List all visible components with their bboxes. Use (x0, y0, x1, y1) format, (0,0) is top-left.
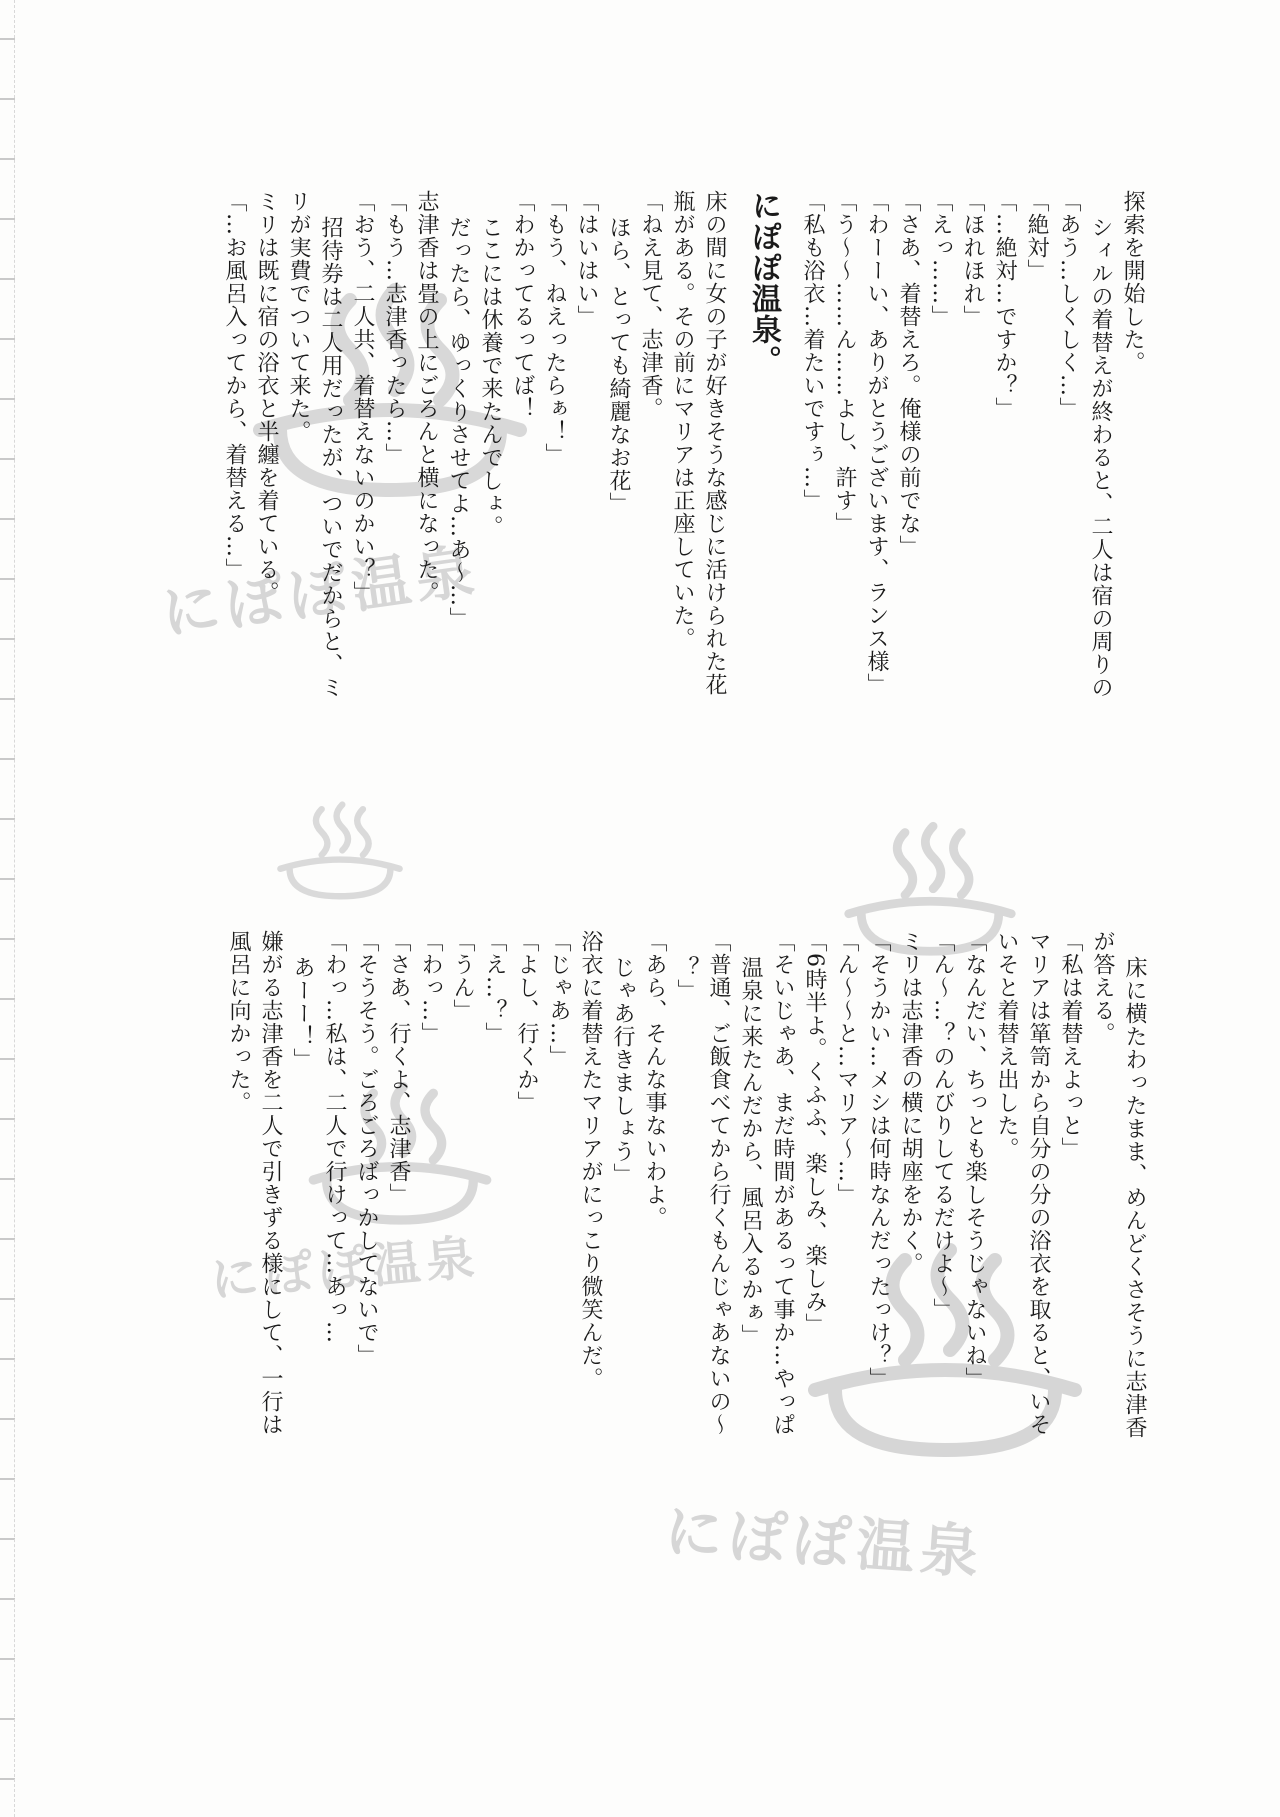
text-line: 「わーーい、ありがとうございます、ランス様」 (864, 190, 889, 696)
section-heading: にぽぽ温泉。 (746, 190, 781, 376)
text-line: 「もう、ねえったらぁ！」 (542, 190, 567, 466)
text-line: だったら、ゆっくりさせてよ…あ～…」 (446, 216, 471, 631)
text-line: 床の間に女の子が好きそうな感じに活けられた花 (702, 190, 727, 696)
text-line: 「ほれほれ」 (960, 190, 985, 328)
text-line: 「じゃあ…」 (546, 930, 571, 1068)
text-line: 「え…？」 (482, 930, 507, 1045)
text-line: 「さあ、行くよ、志津香」 (386, 930, 411, 1206)
text-line: 「はいはい」 (574, 190, 599, 328)
text-line: 探索を開始した。 (1120, 190, 1145, 374)
text-line: 「さあ、着替えろ。俺様の前でな」 (896, 190, 921, 558)
text-line: 風呂に向かった。 (226, 930, 251, 1114)
text-line: 「そうそう。ごろごろばっかしてないで」 (354, 930, 379, 1367)
text-line: ほら、とっても綺麗なお花」 (606, 216, 631, 516)
text-line: 「…絶対…ですか？」 (992, 190, 1017, 420)
text-line: ？」 (674, 956, 699, 1003)
text-line: 志津香は畳の上にごろんと横になった。 (414, 190, 439, 604)
text-line: 「わかってるってば！ (510, 190, 535, 420)
text-line: 「そうかい…メシは何時なんだったっけ？」 (866, 930, 891, 1390)
bottom-text-block (222, 930, 1150, 1510)
text-line: 「わっ…私は、二人で行けって…あっ… (322, 930, 347, 1344)
text-line: あーー！」 (290, 956, 315, 1072)
text-line: 瓶がある。その前にマリアは正座していた。 (670, 190, 695, 650)
text-line: 「6時半よ。くふふ、楽しみ、楽しみ」 (802, 930, 827, 1336)
binding-holes (0, 0, 15, 1817)
text-line: 「…お風呂入ってから、着替える…」 (222, 190, 247, 581)
watermark-text: にぽぽ温泉 (662, 1496, 987, 1588)
text-line: リが実費でついて来た。 (286, 190, 311, 443)
watermark-onsen-icon (255, 800, 425, 910)
text-line: 「ん～…？のんびりしてるだけよ～」 (930, 930, 955, 1321)
text-line: 「おう、二人共、着替えないのかい？」 (350, 190, 375, 604)
watermark-text: にぽぽ温泉 (208, 1229, 483, 1309)
text-line: ここには休養で来たんでしょ。 (478, 216, 503, 539)
text-line: ミリは志津香の横に胡座をかく。 (898, 930, 923, 1275)
text-line: 「ねえ見て、志津香。 (638, 190, 663, 420)
top-text-block (218, 190, 1148, 810)
text-line: が答える。 (1090, 930, 1115, 1045)
text-line: 温泉に来たんだから、風呂入るかぁ」 (738, 956, 763, 1348)
text-line: ミリは既に宿の浴衣と半纏を着ている。 (254, 190, 279, 604)
text-line: 「あう…しくしく…」 (1056, 190, 1081, 420)
text-line: 「う～～……ん……よし、許す」 (832, 190, 857, 535)
text-line: マリアは箪笥から自分の分の浴衣を取ると、いそ (1026, 930, 1051, 1436)
text-line: 「もう…志津香ったら…」 (382, 190, 407, 466)
text-line: 「よし、行くか」 (514, 930, 539, 1114)
watermark-text: にぽぽ温泉 (157, 536, 484, 648)
text-line: 招待券は二人用だったが、ついでだからと、ミ (318, 216, 343, 700)
text-line: 「私は着替えよっと」 (1058, 930, 1083, 1160)
text-line: シィルの着替えが終わると、二人は宿の周りの (1088, 216, 1113, 700)
text-line: 「絶対」 (1024, 190, 1049, 282)
text-line: 浴衣に着替えたマリアがにっこり微笑んだ。 (578, 930, 603, 1390)
text-line: 「普通、ご飯食べてから行くもんじゃあないの～ (706, 930, 731, 1436)
text-line: いそと着替え出した。 (994, 930, 1019, 1160)
text-line: 「なんだい、ちっとも楽しそうじゃないね」 (962, 930, 987, 1390)
text-line: 「私も浴衣…着たいですぅ…」 (800, 190, 825, 512)
text-line: 「そいじゃあ、まだ時間があるって事か…やっぱ (770, 930, 795, 1436)
text-line: 「あら、そんな事ないわよ。 (642, 930, 667, 1229)
text-line: 「えっ……」 (928, 190, 953, 328)
text-line: 「わっ…」 (418, 930, 443, 1045)
text-line: 嫌がる志津香を二人で引きずる様にして、一行は (258, 930, 283, 1436)
text-line: じゃあ行きましょう」 (610, 956, 635, 1187)
text-line: 「ん～～と…マリア～…」 (834, 930, 859, 1206)
text-line: 「うん」 (450, 930, 475, 1022)
text-line: 床に横たわったまま、めんどくさそうに志津香 (1122, 956, 1147, 1440)
